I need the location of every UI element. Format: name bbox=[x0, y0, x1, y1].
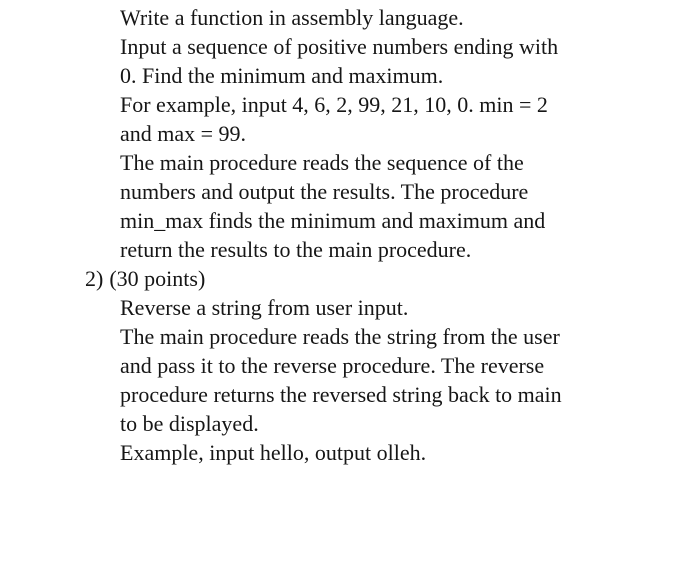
problem2-number: 2) bbox=[85, 266, 104, 291]
text-line: 0. Find the minimum and maximum. bbox=[120, 63, 444, 88]
text-line: to be displayed. bbox=[120, 411, 259, 436]
text-line: The main procedure reads the sequence of the bbox=[120, 150, 524, 175]
text-line: For example, input 4, 6, 2, 99, 21, 10, 0. min = 2 bbox=[120, 92, 548, 117]
problem2-points: (30 points) bbox=[109, 266, 206, 291]
problem1-text bbox=[120, 3, 680, 264]
text-line: Reverse a string from user input. bbox=[120, 295, 409, 320]
text-line: Example, input hello, output olleh. bbox=[120, 440, 427, 465]
text-line: min_max finds the minimum and maximum and bbox=[120, 208, 546, 233]
text-line: procedure returns the reversed string back to main bbox=[120, 382, 562, 407]
text-line: Write a function in assembly language. bbox=[120, 5, 464, 30]
text-line: numbers and output the results. The procedure bbox=[120, 179, 529, 204]
text-line: Input a sequence of positive numbers ending with bbox=[120, 34, 559, 59]
text-line: and pass it to the reverse procedure. The reverse bbox=[120, 353, 545, 378]
text-line: and max = 99. bbox=[120, 121, 247, 146]
problem2-heading bbox=[85, 264, 680, 293]
text-line: return the results to the main procedure. bbox=[120, 237, 472, 262]
problem2-item bbox=[85, 264, 680, 467]
text-line: The main procedure reads the string from the user bbox=[120, 324, 560, 349]
